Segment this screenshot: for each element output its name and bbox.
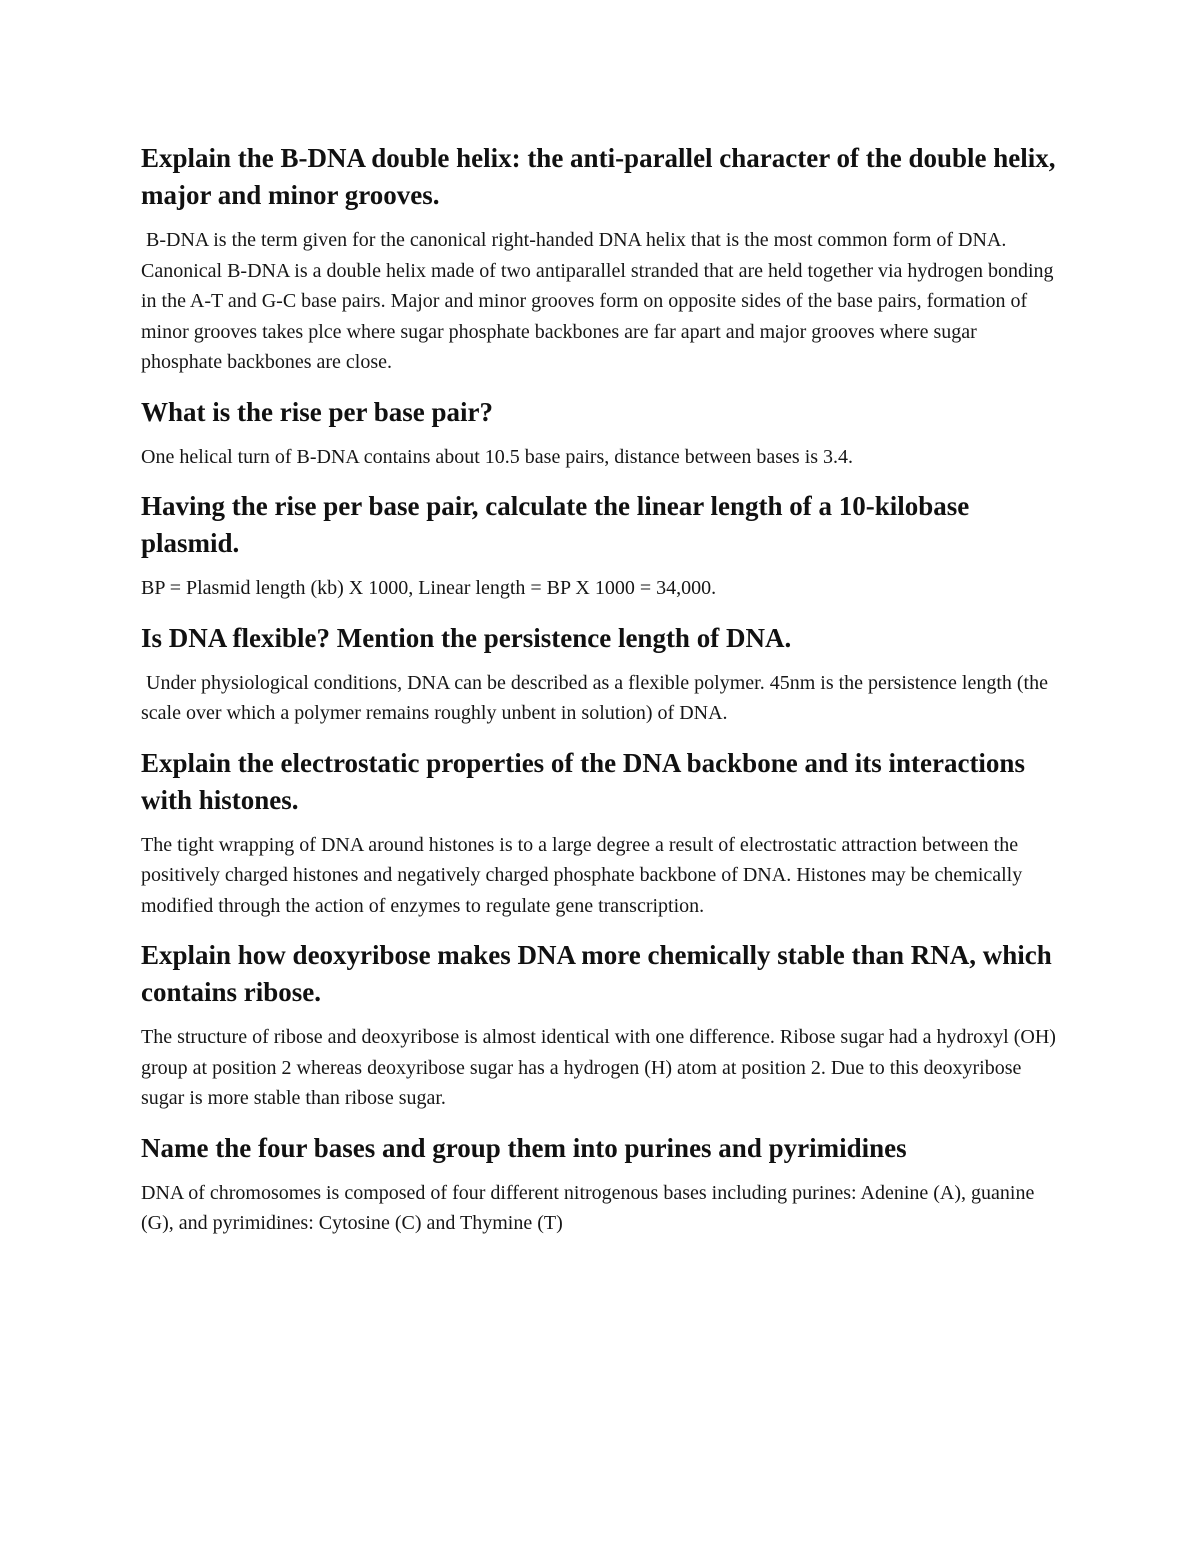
answer-text: One helical turn of B-DNA contains about 10.5 base pairs, distance between bases is 3.4. <box>141 445 854 468</box>
question-heading: Having the rise per base pair, calculate the linear length of a 10-kilobase plasmid. <box>141 491 970 558</box>
section-deoxyribose-stability <box>141 937 1060 1114</box>
section-b-dna-helix <box>141 140 1060 378</box>
question-heading: Explain the B-DNA double helix: the anti-parallel character of the double helix, major and minor grooves. <box>141 143 1056 210</box>
answer-text: BP = Plasmid length (kb) X 1000, Linear length = BP X 1000 = 34,000. <box>141 577 717 599</box>
answer-text: The structure of ribose and deoxyribose is almost identical with one difference. Ribose sugar had a hydroxyl (OH) group at position 2 whereas deoxyribose sugar has a hydrogen (H) atom at position 2. Due to this deoxyribose sugar is more stable than ribose sugar. <box>141 1026 1056 1109</box>
section-plasmid-length <box>141 488 1060 604</box>
question-heading: Name the four bases and group them into purines and pyrimidines <box>141 1132 907 1163</box>
question-heading: Explain the electrostatic properties of the DNA backbone and its interactions with histones. <box>141 747 1025 815</box>
question-heading: Is DNA flexible? Mention the persistence length of DNA. <box>141 622 792 653</box>
answer-text: The tight wrapping of DNA around histones is to a large degree a result of electrostatic attraction between the positively charged histones and negatively charged phosphate backbone of DNA. Histones may be chemically modified through the action of enzymes to regulate gene transcription. <box>141 833 1023 917</box>
section-dna-flexibility <box>141 620 1060 729</box>
question-heading: Explain how deoxyribose makes DNA more chemically stable than RNA, which contains ribose. <box>141 940 1052 1007</box>
section-rise-per-base-pair <box>141 394 1060 473</box>
question-heading: What is the rise per base pair? <box>141 396 493 427</box>
answer-text: DNA of chromosomes is composed of four different nitrogenous bases including purines: Adenine (A), guanine (G), and pyrimidines: Cytosine (C) and Thymine (T) <box>141 1181 1035 1234</box>
answer-text: Under physiological conditions, DNA can be described as a flexible polymer. 45nm is the persistence length (the scale over which a polymer remains roughly unbent in solution) of DNA. <box>141 671 1048 724</box>
section-electrostatic-properties <box>141 745 1060 922</box>
answer-text: B-DNA is the term given for the canonical right-handed DNA helix that is the most common form of DNA. Canonical B-DNA is a double helix made of two antiparallel stranded that are held together via hydrogen bonding in the A-T and G-C base pairs. Major and minor grooves form on opposite sides of the base pairs, formation of minor grooves takes plce where sugar phosphate backbones are far apart and major grooves where sugar phosphate backbones are close. <box>141 229 1054 373</box>
section-four-bases <box>141 1130 1060 1239</box>
